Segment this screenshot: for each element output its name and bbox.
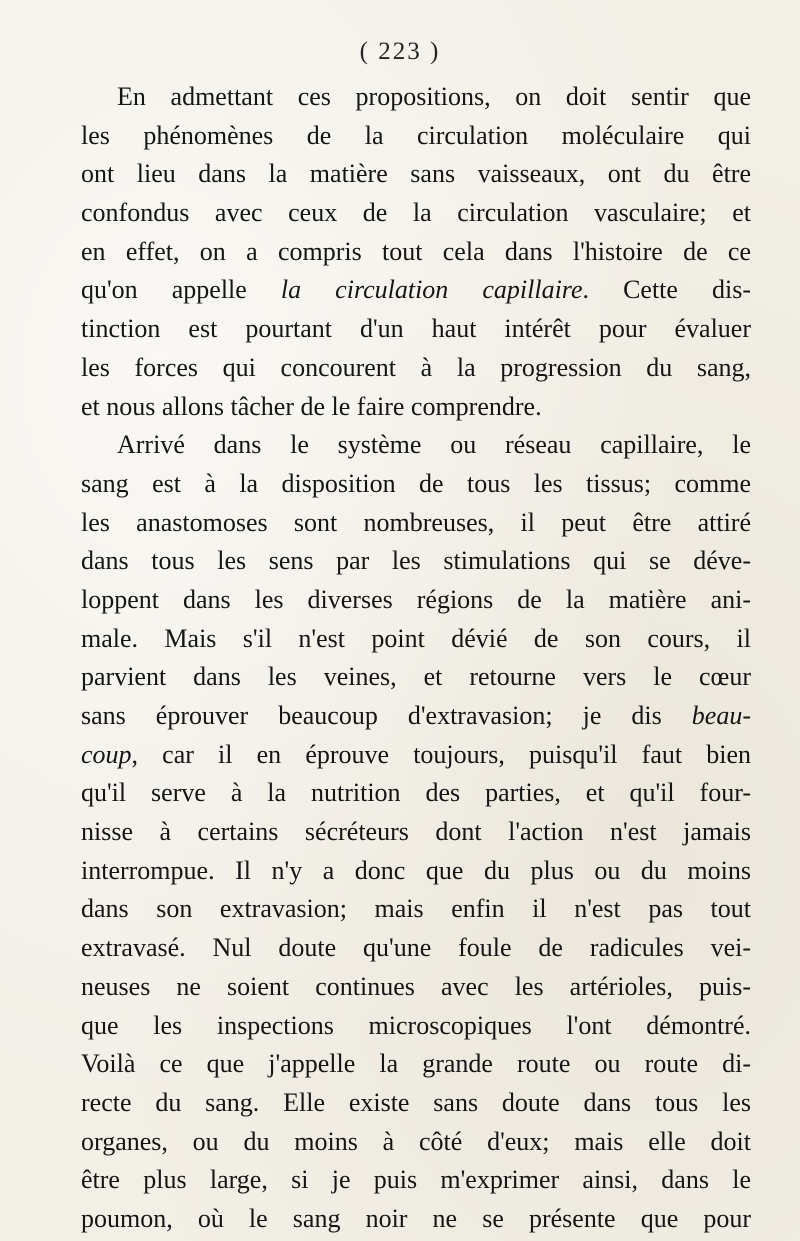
text-line: que les inspections microscopiques l'ont démontré. <box>81 1010 751 1040</box>
text-line: interrompue. Il n'y a donc que du plus ou du moins <box>81 855 751 885</box>
italic-text: la circulation capillaire <box>280 275 583 305</box>
text-line: qu'il serve à la nutrition des parties, et qu'il four- <box>81 778 751 808</box>
text-line: nisse à certains sécréteurs dont l'action n'est jamais <box>81 817 751 847</box>
text-line: parvient dans les veines, et retourne vers le cœur <box>81 662 751 692</box>
paragraph <box>81 78 751 426</box>
text-line: Voilà ce que j'appelle la grande route ou route di- <box>81 1049 751 1079</box>
text-segment: sans éprouver beaucoup d'extravasion; je dis <box>81 701 692 730</box>
text-segment: . Cette dis- <box>582 275 751 305</box>
text-line: sang est à la disposition de tous les tissus; comme <box>81 468 751 498</box>
text-line: et nous allons tâcher de le faire comprendre. <box>81 391 542 421</box>
paragraph <box>81 426 751 1238</box>
text-line: ont lieu dans la matière sans vaisseaux, ont du être <box>81 159 751 189</box>
text-line: les anastomoses sont nombreuses, il peut être attiré <box>81 507 751 537</box>
text-line: en effet, on a compris tout cela dans l'histoire de ce <box>81 236 751 266</box>
text-line <box>81 697 751 736</box>
text-line: neuses ne soient continues avec les artérioles, puis- <box>81 971 751 1001</box>
text-line: organes, ou du moins à côté d'eux; mais elle doit <box>81 1126 751 1156</box>
text-line: extravasé. Nul doute qu'une foule de radicules vei- <box>81 933 751 963</box>
text-line: male. Mais s'il n'est point dévié de son cours, il <box>81 623 751 653</box>
text-line: En admettant ces propositions, on doit sentir que <box>117 82 751 111</box>
text-line: dans son extravasion; mais enfin il n'est pas tout <box>81 894 751 924</box>
text-line: confondus avec ceux de la circulation vasculaire; et <box>81 198 751 228</box>
italic-text: coup <box>81 739 132 769</box>
text-line: tinction est pourtant d'un haut intérêt pour évaluer <box>81 314 751 344</box>
text-line: dans tous les sens par les stimulations qui se déve- <box>81 546 751 576</box>
text-line: être plus large, si je puis m'exprimer ainsi, dans le <box>81 1165 751 1195</box>
body-text <box>81 78 751 1239</box>
page-number: ( 223 ) <box>359 38 441 65</box>
text-line: les phénomènes de la circulation moléculaire qui <box>81 120 751 150</box>
text-line: loppent dans les diverses régions de la matière ani- <box>81 584 751 614</box>
text-line: les forces qui concourent à la progression du sang, <box>81 352 751 382</box>
text-segment: qu'on appelle <box>81 275 281 305</box>
text-line <box>81 736 751 775</box>
text-line: recte du sang. Elle existe sans doute dans tous les <box>81 1087 751 1117</box>
text-line <box>81 271 751 310</box>
text-segment: , car il en éprouve toujours, puisqu'il faut bien <box>131 739 751 769</box>
italic-text: beau- <box>691 701 751 730</box>
text-line: poumon, où le sang noir ne se présente que pour <box>81 1203 751 1233</box>
text-line: Arrivé dans le système ou réseau capillaire, le <box>117 430 751 460</box>
